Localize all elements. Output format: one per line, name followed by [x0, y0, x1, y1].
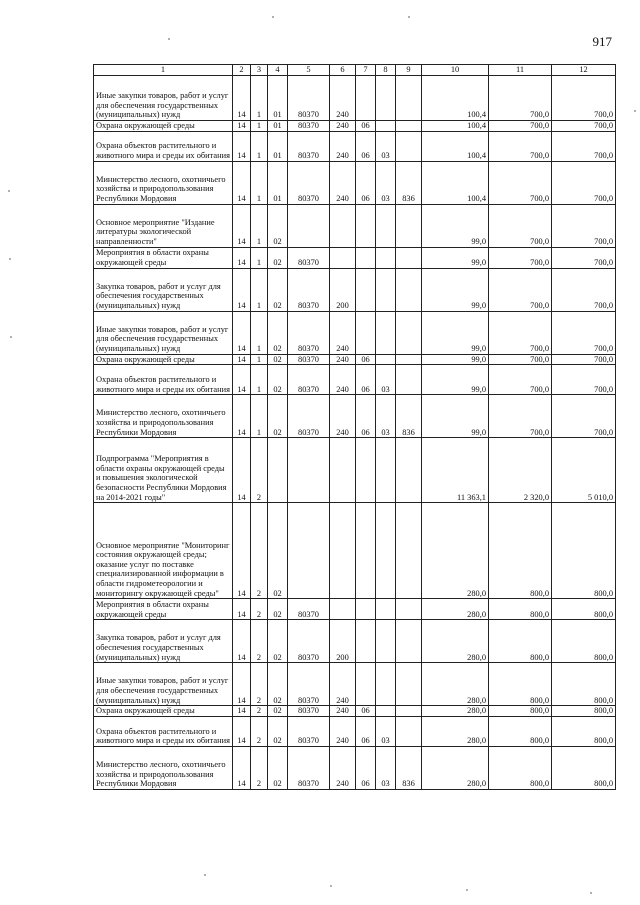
cell-c5: 80370 [288, 311, 330, 354]
column-header: 4 [268, 65, 288, 76]
cell-c11: 700,0 [489, 76, 552, 121]
cell-c6: 240 [330, 76, 356, 121]
cell-c3: 1 [251, 395, 268, 438]
cell-c10: 280,0 [422, 620, 489, 663]
table-row [94, 161, 616, 204]
row-name-cell: Закупка товаров, работ и услуг для обеспечения государственных (муниципальных) нужд [94, 620, 233, 663]
cell-c11: 700,0 [489, 161, 552, 204]
cell-c8 [376, 247, 396, 268]
cell-c10: 100,4 [422, 131, 489, 161]
cell-c3: 2 [251, 746, 268, 789]
cell-c6: 240 [330, 395, 356, 438]
cell-c8: 03 [376, 716, 396, 746]
cell-c9 [396, 354, 422, 365]
cell-c11: 2 320,0 [489, 438, 552, 503]
cell-c4: 01 [268, 121, 288, 132]
table-row [94, 131, 616, 161]
cell-c3: 1 [251, 354, 268, 365]
cell-c5: 80370 [288, 247, 330, 268]
cell-c5: 80370 [288, 706, 330, 717]
scan-speck [330, 885, 332, 887]
cell-c5: 80370 [288, 76, 330, 121]
cell-c7: 06 [356, 161, 376, 204]
cell-c2: 14 [233, 365, 251, 395]
cell-c4: 02 [268, 663, 288, 706]
cell-c5: 80370 [288, 365, 330, 395]
row-name-cell: Основное мероприятие "Издание литературы экологической направленности" [94, 204, 233, 247]
cell-c9 [396, 131, 422, 161]
cell-c12: 800,0 [552, 663, 616, 706]
cell-c11: 800,0 [489, 716, 552, 746]
cell-c2: 14 [233, 716, 251, 746]
cell-c8 [376, 204, 396, 247]
cell-c2: 14 [233, 247, 251, 268]
row-name-cell: Охрана объектов растительного и животного мира и среды их обитания [94, 131, 233, 161]
cell-c3: 1 [251, 268, 268, 311]
cell-c4: 02 [268, 599, 288, 620]
cell-c11: 700,0 [489, 354, 552, 365]
row-name-cell: Мероприятия в области охраны окружающей среды [94, 599, 233, 620]
cell-c5: 80370 [288, 746, 330, 789]
cell-c6: 240 [330, 365, 356, 395]
budget-table [93, 64, 616, 790]
cell-c6: 240 [330, 746, 356, 789]
cell-c8: 03 [376, 365, 396, 395]
cell-c4: 02 [268, 365, 288, 395]
column-header: 7 [356, 65, 376, 76]
cell-c8 [376, 311, 396, 354]
cell-c2: 14 [233, 76, 251, 121]
cell-c2: 14 [233, 161, 251, 204]
cell-c6: 240 [330, 716, 356, 746]
cell-c7: 06 [356, 354, 376, 365]
cell-c10: 99,0 [422, 354, 489, 365]
table-row [94, 716, 616, 746]
cell-c12: 800,0 [552, 706, 616, 717]
cell-c9 [396, 438, 422, 503]
cell-c3: 2 [251, 503, 268, 599]
cell-c3: 2 [251, 706, 268, 717]
cell-c4: 02 [268, 746, 288, 789]
scan-speck [10, 336, 12, 338]
cell-c9 [396, 121, 422, 132]
cell-c7: 06 [356, 121, 376, 132]
cell-c4: 02 [268, 620, 288, 663]
scan-speck [168, 38, 170, 40]
column-header: 2 [233, 65, 251, 76]
cell-c6: 240 [330, 131, 356, 161]
cell-c7 [356, 438, 376, 503]
cell-c9 [396, 503, 422, 599]
cell-c9 [396, 599, 422, 620]
cell-c9 [396, 716, 422, 746]
scan-speck [590, 892, 592, 894]
scan-speck [466, 889, 468, 891]
cell-c8: 03 [376, 395, 396, 438]
cell-c5: 80370 [288, 620, 330, 663]
cell-c6: 240 [330, 663, 356, 706]
cell-c3: 2 [251, 620, 268, 663]
table-row [94, 204, 616, 247]
cell-c11: 800,0 [489, 503, 552, 599]
cell-c9 [396, 663, 422, 706]
cell-c6 [330, 599, 356, 620]
cell-c5 [288, 204, 330, 247]
cell-c3: 1 [251, 247, 268, 268]
cell-c10: 99,0 [422, 311, 489, 354]
cell-c2: 14 [233, 620, 251, 663]
table-row [94, 268, 616, 311]
cell-c6 [330, 438, 356, 503]
cell-c12: 700,0 [552, 204, 616, 247]
cell-c12: 700,0 [552, 131, 616, 161]
cell-c11: 700,0 [489, 247, 552, 268]
cell-c6: 240 [330, 161, 356, 204]
table-row [94, 599, 616, 620]
cell-c3: 2 [251, 663, 268, 706]
cell-c8 [376, 503, 396, 599]
cell-c7 [356, 620, 376, 663]
cell-c5: 80370 [288, 161, 330, 204]
row-name-cell: Охрана объектов растительного и животного мира и среды их обитания [94, 365, 233, 395]
cell-c10: 280,0 [422, 663, 489, 706]
cell-c9 [396, 247, 422, 268]
cell-c12: 5 010,0 [552, 438, 616, 503]
cell-c12: 700,0 [552, 354, 616, 365]
cell-c4: 01 [268, 76, 288, 121]
cell-c11: 700,0 [489, 204, 552, 247]
cell-c5: 80370 [288, 663, 330, 706]
page-number: 917 [592, 34, 612, 49]
cell-c11: 700,0 [489, 395, 552, 438]
header-row [94, 65, 616, 76]
column-header: 9 [396, 65, 422, 76]
cell-c9 [396, 76, 422, 121]
cell-c12: 700,0 [552, 121, 616, 132]
cell-c9 [396, 268, 422, 311]
cell-c2: 14 [233, 268, 251, 311]
cell-c11: 800,0 [489, 663, 552, 706]
table-row [94, 746, 616, 789]
cell-c10: 99,0 [422, 395, 489, 438]
row-name-cell: Охрана окружающей среды [94, 121, 233, 132]
cell-c8 [376, 121, 396, 132]
cell-c6: 200 [330, 268, 356, 311]
cell-c8 [376, 663, 396, 706]
cell-c4: 02 [268, 706, 288, 717]
cell-c3: 1 [251, 365, 268, 395]
cell-c5: 80370 [288, 395, 330, 438]
cell-c4: 02 [268, 503, 288, 599]
cell-c2: 14 [233, 354, 251, 365]
cell-c10: 280,0 [422, 599, 489, 620]
cell-c12: 700,0 [552, 395, 616, 438]
scan-speck [9, 258, 11, 260]
cell-c12: 700,0 [552, 365, 616, 395]
row-name-cell: Охрана окружающей среды [94, 354, 233, 365]
cell-c8: 03 [376, 161, 396, 204]
cell-c6: 200 [330, 620, 356, 663]
cell-c6: 240 [330, 706, 356, 717]
column-header: 1 [94, 65, 233, 76]
cell-c8: 03 [376, 746, 396, 789]
cell-c8 [376, 620, 396, 663]
cell-c11: 700,0 [489, 121, 552, 132]
column-header: 5 [288, 65, 330, 76]
cell-c8 [376, 438, 396, 503]
cell-c10: 100,4 [422, 76, 489, 121]
cell-c11: 800,0 [489, 620, 552, 663]
row-name-cell: Министерство лесного, охотничьего хозяйства и природопользования Республики Мордовия [94, 161, 233, 204]
cell-c11: 700,0 [489, 311, 552, 354]
cell-c10: 11 363,1 [422, 438, 489, 503]
cell-c10: 99,0 [422, 247, 489, 268]
row-name-cell: Иные закупки товаров, работ и услуг для обеспечения государственных (муниципальных) нужд [94, 76, 233, 121]
cell-c12: 700,0 [552, 76, 616, 121]
cell-c10: 280,0 [422, 706, 489, 717]
cell-c8 [376, 268, 396, 311]
table-row [94, 121, 616, 132]
cell-c8 [376, 354, 396, 365]
cell-c7 [356, 663, 376, 706]
cell-c12: 700,0 [552, 247, 616, 268]
cell-c7 [356, 247, 376, 268]
cell-c3: 2 [251, 716, 268, 746]
cell-c9 [396, 365, 422, 395]
cell-c10: 280,0 [422, 746, 489, 789]
cell-c5: 80370 [288, 354, 330, 365]
cell-c3: 1 [251, 204, 268, 247]
cell-c6 [330, 247, 356, 268]
cell-c12: 700,0 [552, 311, 616, 354]
cell-c11: 700,0 [489, 131, 552, 161]
cell-c11: 700,0 [489, 268, 552, 311]
cell-c6 [330, 204, 356, 247]
cell-c12: 800,0 [552, 503, 616, 599]
cell-c6: 240 [330, 354, 356, 365]
cell-c2: 14 [233, 131, 251, 161]
cell-c9: 836 [396, 746, 422, 789]
cell-c12: 700,0 [552, 161, 616, 204]
cell-c9 [396, 620, 422, 663]
table-row [94, 706, 616, 717]
row-name-cell: Иные закупки товаров, работ и услуг для обеспечения государственных (муниципальных) нужд [94, 311, 233, 354]
cell-c2: 14 [233, 706, 251, 717]
cell-c3: 2 [251, 438, 268, 503]
cell-c3: 1 [251, 161, 268, 204]
cell-c4: 02 [268, 247, 288, 268]
cell-c2: 14 [233, 204, 251, 247]
cell-c5: 80370 [288, 121, 330, 132]
table-row [94, 663, 616, 706]
table-body [94, 76, 616, 790]
cell-c7 [356, 268, 376, 311]
cell-c12: 800,0 [552, 620, 616, 663]
cell-c7 [356, 76, 376, 121]
cell-c2: 14 [233, 121, 251, 132]
cell-c3: 1 [251, 121, 268, 132]
cell-c7: 06 [356, 365, 376, 395]
cell-c7: 06 [356, 706, 376, 717]
cell-c12: 700,0 [552, 268, 616, 311]
scan-speck [204, 874, 206, 876]
cell-c10: 100,4 [422, 161, 489, 204]
cell-c11: 800,0 [489, 706, 552, 717]
cell-c2: 14 [233, 438, 251, 503]
cell-c7 [356, 599, 376, 620]
cell-c11: 800,0 [489, 599, 552, 620]
column-header: 11 [489, 65, 552, 76]
cell-c2: 14 [233, 503, 251, 599]
cell-c12: 800,0 [552, 599, 616, 620]
cell-c9 [396, 204, 422, 247]
cell-c7 [356, 311, 376, 354]
row-name-cell: Министерство лесного, охотничьего хозяйства и природопользования Республики Мордовия [94, 746, 233, 789]
row-name-cell: Мероприятия в области охраны окружающей среды [94, 247, 233, 268]
scan-speck [634, 110, 636, 112]
column-header: 10 [422, 65, 489, 76]
table-row [94, 76, 616, 121]
cell-c10: 100,4 [422, 121, 489, 132]
cell-c7: 06 [356, 746, 376, 789]
cell-c2: 14 [233, 746, 251, 789]
cell-c6 [330, 503, 356, 599]
cell-c9 [396, 311, 422, 354]
cell-c4: 02 [268, 268, 288, 311]
cell-c7 [356, 503, 376, 599]
cell-c4: 02 [268, 354, 288, 365]
cell-c10: 99,0 [422, 365, 489, 395]
cell-c10: 99,0 [422, 204, 489, 247]
row-name-cell: Иные закупки товаров, работ и услуг для обеспечения государственных (муниципальных) нужд [94, 663, 233, 706]
row-name-cell: Подпрограмма "Мероприятия в области охраны окружающей среды и повышения экологической безопасности Республики Мордовия на 2014-2021 годы" [94, 438, 233, 503]
cell-c3: 1 [251, 76, 268, 121]
cell-c2: 14 [233, 311, 251, 354]
cell-c4: 02 [268, 716, 288, 746]
cell-c8: 03 [376, 131, 396, 161]
table-row [94, 247, 616, 268]
row-name-cell: Основное мероприятие "Мониторинг состояния окружающей среды; оказание услуг по поставке специализированной информации в области гидрометеорологии и мониторингу окружающей среды" [94, 503, 233, 599]
table-row [94, 311, 616, 354]
table-row [94, 354, 616, 365]
column-header: 12 [552, 65, 616, 76]
cell-c11: 700,0 [489, 365, 552, 395]
table-row [94, 620, 616, 663]
cell-c8 [376, 76, 396, 121]
cell-c5 [288, 503, 330, 599]
cell-c12: 800,0 [552, 746, 616, 789]
table-row [94, 395, 616, 438]
cell-c6: 240 [330, 121, 356, 132]
cell-c5: 80370 [288, 268, 330, 311]
cell-c4: 02 [268, 204, 288, 247]
cell-c4: 02 [268, 395, 288, 438]
table-row [94, 365, 616, 395]
cell-c7 [356, 204, 376, 247]
cell-c6: 240 [330, 311, 356, 354]
cell-c7: 06 [356, 716, 376, 746]
cell-c5: 80370 [288, 131, 330, 161]
cell-c7: 06 [356, 131, 376, 161]
row-name-cell: Охрана объектов растительного и животного мира и среды их обитания [94, 716, 233, 746]
cell-c9 [396, 706, 422, 717]
cell-c11: 800,0 [489, 746, 552, 789]
row-name-cell: Закупка товаров, работ и услуг для обеспечения государственных (муниципальных) нужд [94, 268, 233, 311]
cell-c5: 80370 [288, 716, 330, 746]
cell-c3: 1 [251, 311, 268, 354]
column-header: 6 [330, 65, 356, 76]
scan-speck [272, 16, 274, 18]
cell-c10: 280,0 [422, 503, 489, 599]
column-header: 3 [251, 65, 268, 76]
cell-c12: 800,0 [552, 716, 616, 746]
cell-c4: 01 [268, 161, 288, 204]
cell-c3: 1 [251, 131, 268, 161]
cell-c9: 836 [396, 161, 422, 204]
scan-speck [408, 16, 410, 18]
cell-c4: 01 [268, 131, 288, 161]
cell-c5 [288, 438, 330, 503]
cell-c2: 14 [233, 395, 251, 438]
table-row [94, 503, 616, 599]
cell-c5: 80370 [288, 599, 330, 620]
cell-c8 [376, 599, 396, 620]
cell-c3: 2 [251, 599, 268, 620]
cell-c10: 280,0 [422, 716, 489, 746]
column-header: 8 [376, 65, 396, 76]
cell-c7: 06 [356, 395, 376, 438]
cell-c9: 836 [396, 395, 422, 438]
cell-c2: 14 [233, 599, 251, 620]
cell-c10: 99,0 [422, 268, 489, 311]
row-name-cell: Охрана окружающей среды [94, 706, 233, 717]
cell-c8 [376, 706, 396, 717]
cell-c4 [268, 438, 288, 503]
cell-c2: 14 [233, 663, 251, 706]
scan-speck [8, 190, 10, 192]
table-row [94, 438, 616, 503]
cell-c4: 02 [268, 311, 288, 354]
row-name-cell: Министерство лесного, охотничьего хозяйства и природопользования Республики Мордовия [94, 395, 233, 438]
